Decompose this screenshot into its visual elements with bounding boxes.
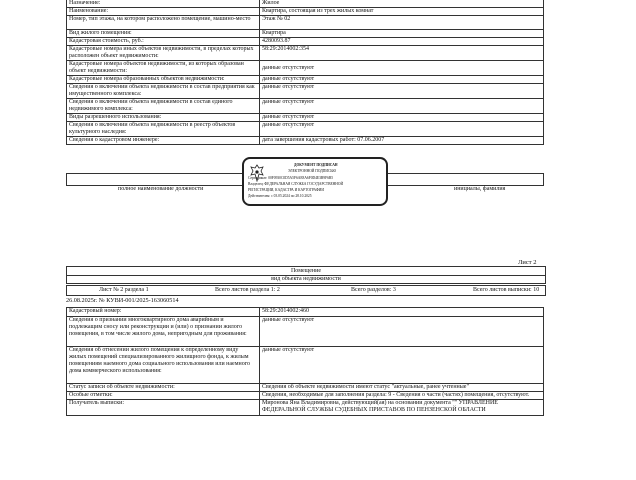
sheet-section: Лист № 2 раздела 1 [99, 287, 149, 293]
row-value: данные отсутствуют [260, 84, 544, 99]
row-label: Назначение: [67, 0, 260, 8]
table-row [67, 99, 544, 114]
table-row [67, 114, 544, 122]
row-label: Кадастровый номер: [67, 308, 260, 317]
row-value: Квартира [260, 30, 544, 38]
row-label: Виды разрешенного использования: [67, 114, 260, 122]
row-label: Номер, тип этажа, на котором расположено помещение, машино-место [67, 16, 260, 30]
table-row [67, 317, 544, 347]
row-label: Кадастровая стоимость, руб.: [67, 38, 260, 46]
object-type-header [66, 266, 546, 284]
signature-right-cell [543, 173, 544, 186]
row-value: данные отсутствуют [260, 122, 544, 137]
row-value: данные отсутствуют [260, 99, 544, 114]
table-row [67, 308, 544, 317]
stamp-validity: Действителен: с 03.05.2024 по 28.10.2025 [248, 194, 312, 198]
position-caption: полное наименование должности [118, 186, 204, 192]
row-value: Сведения, необходимые для заполнения раздела: 9 - Сведения о части (частях) помещения, отсутствуют. [260, 392, 544, 400]
stamp-owner-cont: РЕГИСТРАЦИИ, КАДАСТРА И КАРТОГРАФИИ [248, 188, 324, 192]
row-value: данные отсутствуют [260, 114, 544, 122]
row-label: Сведения о признании многоквартирного дома аварийным и подлежащим сносу или реконструкции и (или) о признании жилого помещения, в том числе жилого дома, непригодным для проживания: [67, 317, 260, 347]
table-row [67, 76, 544, 84]
row-label: Получатель выписки: [67, 400, 260, 416]
row-value: Жилое [260, 0, 544, 8]
row-value: 58:29:2014002:354 [260, 46, 544, 61]
table-row [67, 122, 544, 137]
stamp-certificate: Сертификат: 00F0930C0D5A5F6AE8A6F0D4E3B9F6B5 [248, 176, 334, 180]
name-caption: инициалы, фамилия [454, 186, 506, 192]
table-row [67, 38, 544, 46]
extract-date-number: 26.08.2025г. № КУВИ-001/2025-163060514 [66, 297, 179, 304]
total-section-sheets: Всего листов раздела 1: 2 [215, 287, 280, 293]
row-value: данные отсутствуют [260, 317, 544, 347]
table-row [67, 46, 544, 61]
table-row [67, 384, 544, 392]
signature-left-cell [66, 173, 67, 186]
total-sheets: Всего листов выписки: 10 [473, 287, 540, 293]
table-row [67, 84, 544, 99]
row-label: Сведения о включении объекта недвижимости в реестр объектов культурного наследия: [67, 122, 260, 137]
row-label: Наименование: [67, 8, 260, 16]
object-info-table [66, 307, 544, 416]
total-sections: Всего разделов: 3 [351, 287, 396, 293]
sheet-number: Лист 2 [518, 259, 537, 266]
table-row [67, 16, 544, 30]
row-label: Сведения о включении объекта недвижимости в состав единого недвижимого комплекса: [67, 99, 260, 114]
table-row [67, 400, 544, 416]
row-label: Статус записи об объекте недвижимости: [67, 384, 260, 392]
header-divider [67, 275, 545, 276]
property-details-table [66, 0, 544, 145]
stamp-subtitle: ЭЛЕКТРОННОЙ ПОДПИСЬЮ [288, 169, 337, 173]
row-value: данные отсутствуют [260, 347, 544, 384]
row-label: Кадастровые номера иных объектов недвижимости, в пределах которых расположен объект недвижимости: [67, 46, 260, 61]
row-label: Особые отметки: [67, 392, 260, 400]
row-value: Квартира, состоящая из трех жилых комнат [260, 8, 544, 16]
table-row [67, 392, 544, 400]
table-row [67, 61, 544, 76]
row-value: данные отсутствуют [260, 61, 544, 76]
row-label: Кадастровые номера объектов недвижимости, из которых образован объект недвижимости: [67, 61, 260, 76]
header-subtitle: вид объекта недвижимости [271, 275, 341, 282]
row-value: дата завершения кадастровых работ: 07.06.2007 [260, 137, 544, 145]
electronic-signature-stamp [242, 157, 388, 206]
row-label: Сведения об отнесении жилого помещения к определенному виду жилых помещений специализированного жилищного фонда, к жилым помещениям наемного дома социального использования или наемного дома коммерческого использования: [67, 347, 260, 384]
row-value: Сведения об объекте недвижимости имеют статус "актуальные, ранее учтенные" [260, 384, 544, 392]
table-row [67, 347, 544, 384]
header-title: Помещение [290, 268, 322, 274]
row-label: Сведения о включении объекта недвижимости в состав предприятия как имущественного комплекса: [67, 84, 260, 99]
table-row [67, 30, 544, 38]
row-value: Миронова Яна Владимировна, действующий(ая) на основании документа "" УПРАВЛЕНИЕ ФЕДЕРАЛЬНОЙ СЛУЖБЫ СУДЕБНЫХ ПРИСТАВОВ ПО ПЕНЗЕНСКОЙ ОБЛАСТИ [260, 400, 544, 416]
sheet-info-row [66, 285, 546, 296]
row-label: Кадастровые номера образованных объектов недвижимости: [67, 76, 260, 84]
table-row [67, 137, 544, 145]
row-value: 58:29:2014002:460 [260, 308, 544, 317]
table-row [67, 0, 544, 8]
row-label: Сведения о кадастровом инженере: [67, 137, 260, 145]
stamp-owner: Владелец: ФЕДЕРАЛЬНАЯ СЛУЖБА ГОСУДАРСТВЕННОЙ [248, 182, 344, 186]
row-label: Вид жилого помещения: [67, 30, 260, 38]
stamp-title: ДОКУМЕНТ ПОДПИСАН [294, 163, 338, 167]
row-value: данные отсутствуют [260, 76, 544, 84]
row-value: 4280093.87 [260, 38, 544, 46]
row-value: Этаж № 02 [260, 16, 544, 30]
table-row [67, 8, 544, 16]
